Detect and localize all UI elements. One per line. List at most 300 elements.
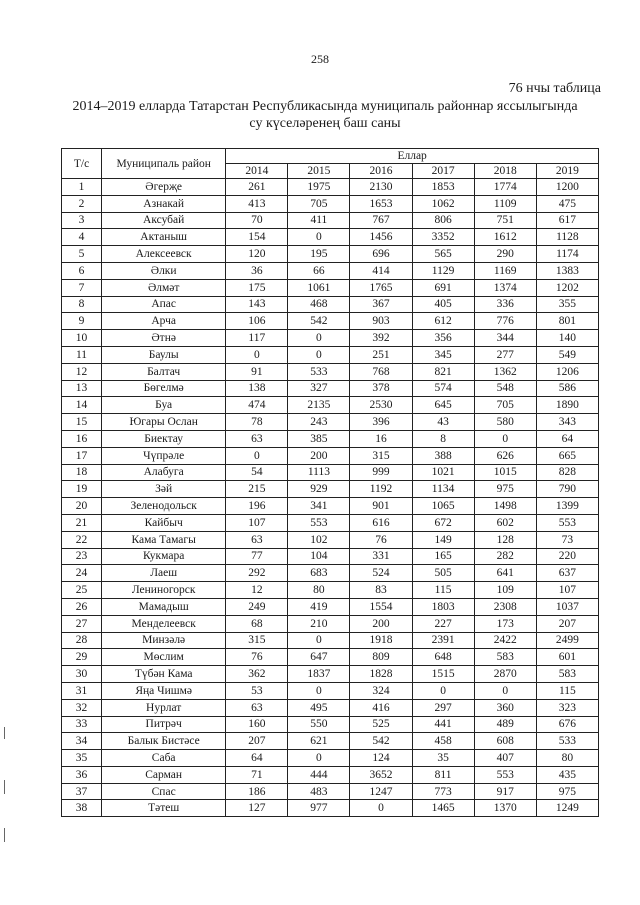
- table-row: [62, 330, 599, 347]
- value-cell: 929: [288, 481, 350, 498]
- value-cell: 327: [288, 380, 350, 397]
- value-cell: 1200: [536, 179, 598, 196]
- district-name-cell: Яңа Чишмә: [102, 682, 226, 699]
- row-number-cell: 9: [62, 313, 102, 330]
- district-name-cell: Лаеш: [102, 565, 226, 582]
- value-cell: 261: [226, 179, 288, 196]
- value-cell: 71: [226, 766, 288, 783]
- value-cell: 1653: [350, 195, 412, 212]
- value-cell: 672: [412, 514, 474, 531]
- table-row: [62, 766, 599, 783]
- value-cell: 809: [350, 649, 412, 666]
- value-cell: 0: [288, 229, 350, 246]
- district-name-cell: Бөгелмә: [102, 380, 226, 397]
- table-row: [62, 548, 599, 565]
- value-cell: 768: [350, 363, 412, 380]
- value-cell: 0: [474, 430, 536, 447]
- value-cell: 36: [226, 262, 288, 279]
- value-cell: 127: [226, 800, 288, 817]
- table-row: [62, 397, 599, 414]
- value-cell: 495: [288, 699, 350, 716]
- value-cell: 1918: [350, 632, 412, 649]
- value-cell: 525: [350, 716, 412, 733]
- value-cell: 647: [288, 649, 350, 666]
- value-cell: 117: [226, 330, 288, 347]
- value-cell: 68: [226, 615, 288, 632]
- value-cell: 1128: [536, 229, 598, 246]
- title-line-1: 2014–2019 елларда Татарстан Республикасында муниципаль районнар яссылыгында: [72, 99, 578, 114]
- value-cell: 396: [350, 414, 412, 431]
- value-cell: 388: [412, 447, 474, 464]
- value-cell: 811: [412, 766, 474, 783]
- row-number-cell: 32: [62, 699, 102, 716]
- header-district: Муниципаль район: [102, 149, 226, 179]
- value-cell: 186: [226, 783, 288, 800]
- table-row: [62, 464, 599, 481]
- value-cell: 586: [536, 380, 598, 397]
- value-cell: 411: [288, 212, 350, 229]
- value-cell: 43: [412, 414, 474, 431]
- value-cell: 0: [288, 346, 350, 363]
- value-cell: 367: [350, 296, 412, 313]
- district-name-cell: Буа: [102, 397, 226, 414]
- value-cell: 1399: [536, 498, 598, 515]
- value-cell: 616: [350, 514, 412, 531]
- header-year: 2017: [412, 164, 474, 179]
- value-cell: 565: [412, 246, 474, 263]
- value-cell: 360: [474, 699, 536, 716]
- value-cell: 533: [536, 733, 598, 750]
- value-cell: 1247: [350, 783, 412, 800]
- table-row: [62, 179, 599, 196]
- value-cell: 220: [536, 548, 598, 565]
- value-cell: 378: [350, 380, 412, 397]
- value-cell: 120: [226, 246, 288, 263]
- value-cell: 806: [412, 212, 474, 229]
- row-number-cell: 35: [62, 750, 102, 767]
- district-name-cell: Зеленодольск: [102, 498, 226, 515]
- table-row: [62, 498, 599, 515]
- row-number-cell: 4: [62, 229, 102, 246]
- table-row: [62, 649, 599, 666]
- value-cell: 416: [350, 699, 412, 716]
- value-cell: 290: [474, 246, 536, 263]
- value-cell: 0: [288, 682, 350, 699]
- value-cell: 621: [288, 733, 350, 750]
- value-cell: 91: [226, 363, 288, 380]
- value-cell: 691: [412, 279, 474, 296]
- value-cell: 1134: [412, 481, 474, 498]
- value-cell: 243: [288, 414, 350, 431]
- value-cell: 154: [226, 229, 288, 246]
- value-cell: 414: [350, 262, 412, 279]
- table-row: [62, 380, 599, 397]
- value-cell: 76: [350, 531, 412, 548]
- value-cell: 1062: [412, 195, 474, 212]
- value-cell: 1837: [288, 666, 350, 683]
- value-cell: 583: [474, 649, 536, 666]
- row-number-cell: 3: [62, 212, 102, 229]
- value-cell: 602: [474, 514, 536, 531]
- value-cell: 617: [536, 212, 598, 229]
- value-cell: 542: [350, 733, 412, 750]
- value-cell: 1515: [412, 666, 474, 683]
- value-cell: 1803: [412, 598, 474, 615]
- header-year: 2018: [474, 164, 536, 179]
- district-name-cell: Саба: [102, 750, 226, 767]
- row-number-cell: 5: [62, 246, 102, 263]
- value-cell: 76: [226, 649, 288, 666]
- table-row: [62, 582, 599, 599]
- value-cell: 458: [412, 733, 474, 750]
- value-cell: 249: [226, 598, 288, 615]
- value-cell: 83: [350, 582, 412, 599]
- value-cell: 2422: [474, 632, 536, 649]
- value-cell: 175: [226, 279, 288, 296]
- value-cell: 0: [412, 682, 474, 699]
- table-row: [62, 565, 599, 582]
- value-cell: 227: [412, 615, 474, 632]
- table-row: [62, 447, 599, 464]
- row-number-cell: 34: [62, 733, 102, 750]
- value-cell: 138: [226, 380, 288, 397]
- district-name-cell: Зәй: [102, 481, 226, 498]
- district-name-cell: Әтнә: [102, 330, 226, 347]
- value-cell: 115: [536, 682, 598, 699]
- value-cell: 115: [412, 582, 474, 599]
- value-cell: 705: [288, 195, 350, 212]
- value-cell: 77: [226, 548, 288, 565]
- value-cell: 0: [288, 750, 350, 767]
- value-cell: 1061: [288, 279, 350, 296]
- district-name-cell: Түбән Кама: [102, 666, 226, 683]
- value-cell: 215: [226, 481, 288, 498]
- value-cell: 343: [536, 414, 598, 431]
- value-cell: 1374: [474, 279, 536, 296]
- value-cell: 1065: [412, 498, 474, 515]
- data-table: [61, 148, 599, 817]
- table-row: [62, 598, 599, 615]
- value-cell: 1129: [412, 262, 474, 279]
- value-cell: 626: [474, 447, 536, 464]
- value-cell: 2391: [412, 632, 474, 649]
- district-name-cell: Менделеевск: [102, 615, 226, 632]
- row-number-cell: 19: [62, 481, 102, 498]
- value-cell: 297: [412, 699, 474, 716]
- value-cell: 70: [226, 212, 288, 229]
- header-years-group: Еллар: [226, 149, 599, 164]
- table-row: [62, 632, 599, 649]
- district-name-cell: Алабуга: [102, 464, 226, 481]
- table-row: [62, 800, 599, 817]
- value-cell: 12: [226, 582, 288, 599]
- value-cell: 345: [412, 346, 474, 363]
- value-cell: 975: [536, 783, 598, 800]
- value-cell: 548: [474, 380, 536, 397]
- value-cell: 315: [226, 632, 288, 649]
- value-cell: 0: [288, 330, 350, 347]
- value-cell: 419: [288, 598, 350, 615]
- row-number-cell: 17: [62, 447, 102, 464]
- row-number-cell: 6: [62, 262, 102, 279]
- district-name-cell: Питрәч: [102, 716, 226, 733]
- value-cell: 975: [474, 481, 536, 498]
- district-name-cell: Биектау: [102, 430, 226, 447]
- district-name-cell: Баулы: [102, 346, 226, 363]
- district-name-cell: Югары Ослан: [102, 414, 226, 431]
- value-cell: 1192: [350, 481, 412, 498]
- value-cell: 1465: [412, 800, 474, 817]
- district-name-cell: Кукмара: [102, 548, 226, 565]
- value-cell: 903: [350, 313, 412, 330]
- value-cell: 790: [536, 481, 598, 498]
- value-cell: 483: [288, 783, 350, 800]
- table-row: [62, 346, 599, 363]
- row-number-cell: 36: [62, 766, 102, 783]
- value-cell: 441: [412, 716, 474, 733]
- value-cell: 196: [226, 498, 288, 515]
- district-name-cell: Лениногорск: [102, 582, 226, 599]
- value-cell: 1113: [288, 464, 350, 481]
- value-cell: 109: [474, 582, 536, 599]
- value-cell: 324: [350, 682, 412, 699]
- value-cell: 489: [474, 716, 536, 733]
- district-name-cell: Мамадыш: [102, 598, 226, 615]
- row-number-cell: 7: [62, 279, 102, 296]
- value-cell: 107: [226, 514, 288, 531]
- value-cell: 165: [412, 548, 474, 565]
- value-cell: 1774: [474, 179, 536, 196]
- value-cell: 767: [350, 212, 412, 229]
- value-cell: 475: [536, 195, 598, 212]
- row-number-cell: 31: [62, 682, 102, 699]
- table-row: [62, 514, 599, 531]
- value-cell: 1370: [474, 800, 536, 817]
- value-cell: 648: [412, 649, 474, 666]
- table-row: [62, 699, 599, 716]
- value-cell: 999: [350, 464, 412, 481]
- value-cell: 315: [350, 447, 412, 464]
- district-name-cell: Аксубай: [102, 212, 226, 229]
- value-cell: 323: [536, 699, 598, 716]
- value-cell: 553: [288, 514, 350, 531]
- row-number-cell: 1: [62, 179, 102, 196]
- value-cell: 16: [350, 430, 412, 447]
- table-row: [62, 531, 599, 548]
- row-number-cell: 37: [62, 783, 102, 800]
- table-label: 76 нчы таблица: [508, 81, 601, 96]
- row-number-cell: 21: [62, 514, 102, 531]
- value-cell: 54: [226, 464, 288, 481]
- row-number-cell: 20: [62, 498, 102, 515]
- table-row: [62, 296, 599, 313]
- district-name-cell: Минзәлә: [102, 632, 226, 649]
- value-cell: 1612: [474, 229, 536, 246]
- table-row: [62, 279, 599, 296]
- title-line-2: су күселәренең баш саны: [249, 116, 401, 131]
- value-cell: 2870: [474, 666, 536, 683]
- table-row: [62, 430, 599, 447]
- district-name-cell: Кайбыч: [102, 514, 226, 531]
- value-cell: 143: [226, 296, 288, 313]
- value-cell: 331: [350, 548, 412, 565]
- table-row: [62, 716, 599, 733]
- value-cell: 676: [536, 716, 598, 733]
- value-cell: 533: [288, 363, 350, 380]
- value-cell: 149: [412, 531, 474, 548]
- row-number-cell: 22: [62, 531, 102, 548]
- table-row: [62, 414, 599, 431]
- value-cell: 637: [536, 565, 598, 582]
- value-cell: 2130: [350, 179, 412, 196]
- value-cell: 210: [288, 615, 350, 632]
- value-cell: 102: [288, 531, 350, 548]
- value-cell: 1456: [350, 229, 412, 246]
- value-cell: 505: [412, 565, 474, 582]
- value-cell: 1890: [536, 397, 598, 414]
- value-cell: 1109: [474, 195, 536, 212]
- value-cell: 1206: [536, 363, 598, 380]
- value-cell: 580: [474, 414, 536, 431]
- table-body: [62, 179, 599, 817]
- district-name-cell: Кама Тамагы: [102, 531, 226, 548]
- value-cell: 1975: [288, 179, 350, 196]
- value-cell: 601: [536, 649, 598, 666]
- value-cell: 35: [412, 750, 474, 767]
- table-row: [62, 212, 599, 229]
- table-row: [62, 246, 599, 263]
- row-number-cell: 10: [62, 330, 102, 347]
- value-cell: 773: [412, 783, 474, 800]
- value-cell: 80: [536, 750, 598, 767]
- value-cell: 2135: [288, 397, 350, 414]
- value-cell: 1498: [474, 498, 536, 515]
- value-cell: 63: [226, 531, 288, 548]
- value-cell: 282: [474, 548, 536, 565]
- row-number-cell: 33: [62, 716, 102, 733]
- value-cell: 73: [536, 531, 598, 548]
- value-cell: 3352: [412, 229, 474, 246]
- value-cell: 444: [288, 766, 350, 783]
- value-cell: 801: [536, 313, 598, 330]
- value-cell: 1383: [536, 262, 598, 279]
- row-number-cell: 16: [62, 430, 102, 447]
- table-title: [40, 98, 610, 132]
- value-cell: 0: [474, 682, 536, 699]
- value-cell: 0: [350, 800, 412, 817]
- district-name-cell: Тәтеш: [102, 800, 226, 817]
- value-cell: 392: [350, 330, 412, 347]
- district-name-cell: Чүпрәле: [102, 447, 226, 464]
- row-number-cell: 30: [62, 666, 102, 683]
- value-cell: 1169: [474, 262, 536, 279]
- district-name-cell: Арча: [102, 313, 226, 330]
- row-number-cell: 23: [62, 548, 102, 565]
- table-row: [62, 733, 599, 750]
- value-cell: 608: [474, 733, 536, 750]
- district-name-cell: Алексеевск: [102, 246, 226, 263]
- district-name-cell: Әлки: [102, 262, 226, 279]
- row-number-cell: 25: [62, 582, 102, 599]
- district-name-cell: Әлмәт: [102, 279, 226, 296]
- table-row: [62, 229, 599, 246]
- value-cell: 124: [350, 750, 412, 767]
- value-cell: 292: [226, 565, 288, 582]
- value-cell: 645: [412, 397, 474, 414]
- value-cell: 341: [288, 498, 350, 515]
- row-number-cell: 38: [62, 800, 102, 817]
- value-cell: 2530: [350, 397, 412, 414]
- value-cell: 574: [412, 380, 474, 397]
- value-cell: 751: [474, 212, 536, 229]
- value-cell: 583: [536, 666, 598, 683]
- value-cell: 64: [536, 430, 598, 447]
- value-cell: 705: [474, 397, 536, 414]
- table-row: [62, 783, 599, 800]
- value-cell: 1554: [350, 598, 412, 615]
- header-year: 2014: [226, 164, 288, 179]
- value-cell: 776: [474, 313, 536, 330]
- district-name-cell: Актаныш: [102, 229, 226, 246]
- district-name-cell: Сарман: [102, 766, 226, 783]
- value-cell: 173: [474, 615, 536, 632]
- value-cell: 195: [288, 246, 350, 263]
- table-row: [62, 363, 599, 380]
- header-year: 2015: [288, 164, 350, 179]
- row-number-cell: 26: [62, 598, 102, 615]
- value-cell: 1202: [536, 279, 598, 296]
- table-row: [62, 615, 599, 632]
- value-cell: 641: [474, 565, 536, 582]
- value-cell: 828: [536, 464, 598, 481]
- row-number-cell: 24: [62, 565, 102, 582]
- value-cell: 362: [226, 666, 288, 683]
- value-cell: 2499: [536, 632, 598, 649]
- value-cell: 407: [474, 750, 536, 767]
- row-number-cell: 12: [62, 363, 102, 380]
- value-cell: 207: [226, 733, 288, 750]
- district-name-cell: Нурлат: [102, 699, 226, 716]
- value-cell: 1021: [412, 464, 474, 481]
- value-cell: 474: [226, 397, 288, 414]
- row-number-cell: 29: [62, 649, 102, 666]
- value-cell: 977: [288, 800, 350, 817]
- header-year: 2019: [536, 164, 598, 179]
- value-cell: 553: [536, 514, 598, 531]
- value-cell: 1853: [412, 179, 474, 196]
- value-cell: 251: [350, 346, 412, 363]
- value-cell: 821: [412, 363, 474, 380]
- value-cell: 901: [350, 498, 412, 515]
- value-cell: 405: [412, 296, 474, 313]
- row-number-cell: 27: [62, 615, 102, 632]
- value-cell: 0: [226, 346, 288, 363]
- table-row: [62, 682, 599, 699]
- header-num: Т/с: [62, 149, 102, 179]
- value-cell: 683: [288, 565, 350, 582]
- value-cell: 104: [288, 548, 350, 565]
- margin-mark: [4, 727, 5, 739]
- value-cell: 1174: [536, 246, 598, 263]
- row-number-cell: 11: [62, 346, 102, 363]
- value-cell: 917: [474, 783, 536, 800]
- value-cell: 0: [226, 447, 288, 464]
- value-cell: 344: [474, 330, 536, 347]
- table-row: [62, 666, 599, 683]
- table-row: [62, 481, 599, 498]
- margin-mark: [4, 828, 5, 842]
- district-name-cell: Апас: [102, 296, 226, 313]
